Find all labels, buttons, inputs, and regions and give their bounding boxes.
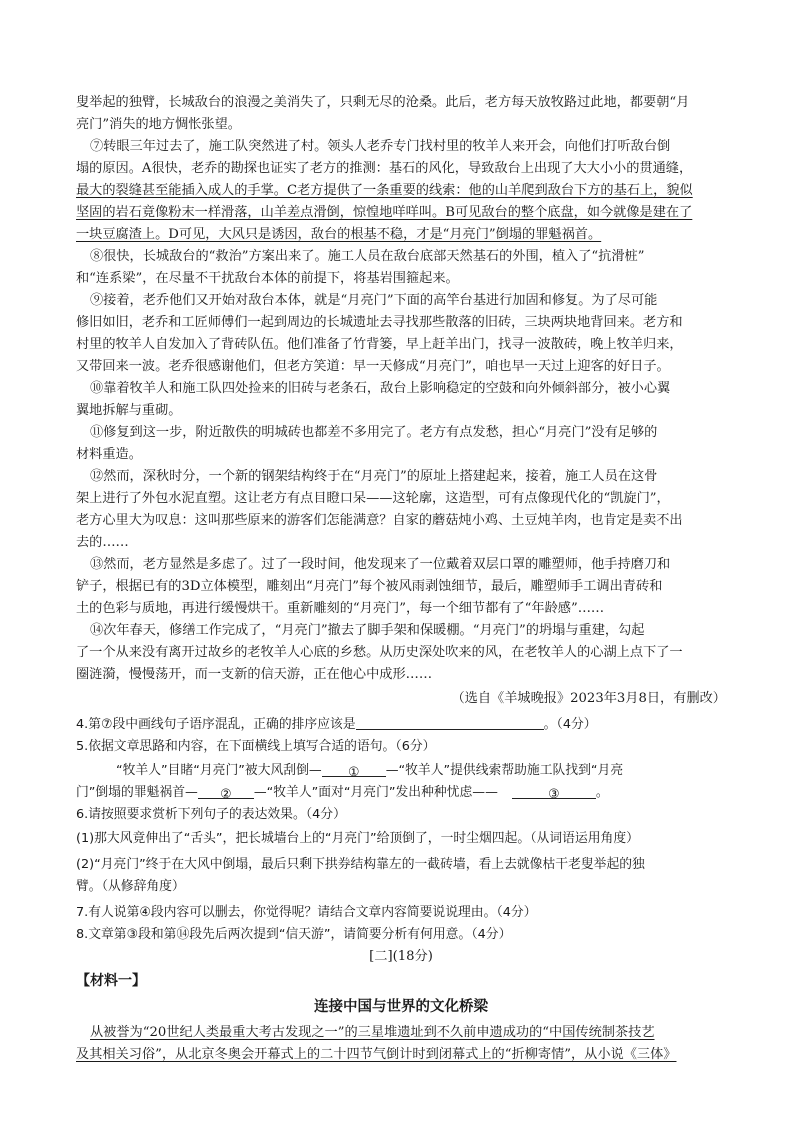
material-title: 连接中国与世界的文化桥梁 <box>314 999 488 1015</box>
text-line: 老方心里大为叹息：这叫那些原来的游客们怎能满意？自家的蘑菇炖小鸡、土豆炖羊肉，也肯定是卖不出 <box>76 513 683 528</box>
question-4-text: 4.第⑦段中画线句子语序混乱，正确的排序应该是 <box>76 717 356 732</box>
question-5-chain-line-1 <box>116 760 726 782</box>
text-line: 村里的牧羊人自发加入了背砖队伍。他们准备了竹背篓，早上赶羊出门，找寻一波散砖，晚上牧羊归来， <box>76 337 683 352</box>
question-6: 6.请按照要求赏析下列句子的表达效果。（4分） <box>76 807 346 822</box>
text-line: ⑬然而，老方显然是多虑了。过了一段时间，他发现来了一位戴着双层口罩的雕塑师，他手持磨刀和 <box>90 557 671 572</box>
text-line: 和“连系梁”，在尽量不干扰敌台本体的前提下，将基岩围箍起来。 <box>76 271 459 286</box>
text-line: ⑨接着，老乔他们又开始对敌台本体，就是“月亮门”下面的高竿台基进行加固和修复。为了尽可能 <box>90 293 658 308</box>
text-line: ⑫然而，深秋时分，一个新的钢架结构终于在“月亮门”的原址上搭建起来，接着，施工人员在这骨 <box>90 469 658 484</box>
text-line: 土的色彩与质地，再进行缓慢烘干。重新雕刻的“月亮门”，每一个细节都有了“年龄感”…… <box>76 601 605 616</box>
material-text-line: 从被誉为“20世纪人类最重大考古发现之一”的三星堆遗址到不久前申遗成功的“中国传统制茶技艺 <box>90 1025 655 1040</box>
underlined-sentence: 坚固的岩石竟像粉末一样滑落，山羊差点滑倒，惊惶地咩咩叫。B可见敌台的整个底盘，如今就像是建在了 <box>76 205 693 220</box>
question-6-2: (2)“月亮门”终于在大风中倒塌，最后只剩下拱券结构靠左的一截砖墙，看上去就像枯干老叟举起的独 <box>76 857 645 872</box>
question-8: 8.文章第③段和第⑭段先后两次提到“信天游”，请简要分析有何用意。（4分） <box>76 927 512 942</box>
material-text-line: 及其相关习俗”，从北京冬奥会开幕式上的二十四节气倒计时到闭幕式上的“折柳寄情”，从小说《三体》 <box>76 1047 677 1062</box>
text-line: 翼地拆解与重砌。 <box>76 403 182 418</box>
text-line: ⑩靠着牧羊人和施工队四处捡来的旧砖与老条石，敌台上影响稳定的空鼓和向外倾斜部分，被小心翼 <box>90 381 671 396</box>
blank-marker: ② <box>220 787 232 802</box>
question-6-2-cont: 臂。（从修辞角度） <box>76 879 185 894</box>
source-citation: （选自《羊城晚报》2023年3月8日，有删改） <box>451 691 726 706</box>
question-4-score: 。（4分） <box>543 717 597 732</box>
text-line: 材料重造。 <box>76 447 142 462</box>
question-5-chain-line-2 <box>76 782 726 804</box>
answer-blank-1[interactable] <box>322 762 386 780</box>
chain-text: —“牧羊人”面对“月亮门”发出种种忧虑—— <box>253 785 498 800</box>
text-line: ⑭次年春天，修缮工作完成了，“月亮门”撤去了脚手架和保暖棚。“月亮门”的坍塌与重建，勾起 <box>90 623 645 638</box>
blank-marker: ① <box>347 765 360 780</box>
text-line: 又带回来一波。老乔很感谢他们，但老方笑道：早一天修成“月亮门”，咱也早一天过上迎客的好日子。 <box>76 359 670 374</box>
chain-text: 。 <box>595 785 609 800</box>
text-line: ⑧很快，长城敌台的“救治”方案出来了。施工人员在敌台底部天然基石的外围，植入了“抗滑桩” <box>90 249 645 264</box>
question-4 <box>76 714 726 736</box>
text-line: 圈涟漪，慢慢荡开，而一支新的信天游，正在他心中成形…… <box>76 667 433 682</box>
chain-text: “牧羊人”目睹“月亮门”被大风刮倒— <box>116 763 322 778</box>
answer-blank[interactable] <box>356 715 544 730</box>
text-line: 亮门”消失的地方惆怅张望。 <box>76 117 241 132</box>
section-heading: [二](18分) <box>369 949 433 964</box>
text-line: 叟举起的独臂，长城敌台的浪漫之美消失了，只剩无尽的沧桑。此后，老方每天放牧路过此地，都要朝“月 <box>76 95 690 110</box>
blank-marker: ③ <box>548 787 560 802</box>
text-line: 修旧如旧，老乔和工匠师傅们一起到周边的长城遗址去寻找那些散落的旧砖，三块两块地背回来。老方和 <box>76 315 683 330</box>
text-line: 去的…… <box>76 535 129 550</box>
question-7: 7.有人说第④段内容可以删去，你觉得呢？请结合文章内容简要说说理由。（4分） <box>76 905 537 920</box>
answer-blank-3[interactable] <box>512 784 596 802</box>
underlined-sentence: 最大的裂缝甚至能插入成人的手掌。C老方提供了一条重要的线索：他的山羊爬到敌台下方的基石上，貌似 <box>76 183 693 198</box>
text-line: 塌的原因。A很快，老乔的勘探也证实了老方的推测：基石的风化，导致敌台上出现了大大小小的贯通缝， <box>76 161 693 176</box>
text-line: ⑪修复到这一步，附近散佚的明城砖也都差不多用完了。老方有点发愁，担心“月亮门”没有足够的 <box>90 425 658 440</box>
text-line: ⑦转眼三年过去了，施工队突然进了村。领头人老乔专门找村里的牧羊人来开会，向他们打听敌台倒 <box>90 139 671 154</box>
text-line: 铲子，根据已有的3D立体模型，雕刻出“月亮门”每个被风雨剥蚀细节，最后，雕塑师手工调出青砖和 <box>76 579 663 594</box>
text-line: 架上进行了外包水泥直塑。这让老方有点目瞪口呆——这轮廓，这造型，可有点像现代化的“凯旋门”， <box>76 491 670 506</box>
underlined-sentence: 一块豆腐渣上。D可见，大风只是诱因，敌台的根基不稳，才是“月亮门”倒塌的罪魁祸首。 <box>76 227 602 242</box>
text-line: 了一个从来没有离开过故乡的老牧羊人心底的乡愁。从历史深处吹来的风，在老牧羊人的心湖上点下了一 <box>76 645 683 660</box>
question-5: 5.依据文章思路和内容，在下面横线上填写合适的语句。（6分） <box>76 739 436 754</box>
question-6-1: (1)那大风竟伸出了“舌头”，把长城墙台上的“月亮门”给顶倒了，一时尘烟四起。（从词语运用角度） <box>76 831 639 846</box>
chain-text: 门”倒塌的罪魁祸首— <box>76 785 198 800</box>
material-label: 【材料一】 <box>76 973 146 989</box>
chain-text: —“牧羊人”提供线索帮助施工队找到“月亮 <box>385 763 624 778</box>
answer-blank-2[interactable] <box>198 784 254 802</box>
